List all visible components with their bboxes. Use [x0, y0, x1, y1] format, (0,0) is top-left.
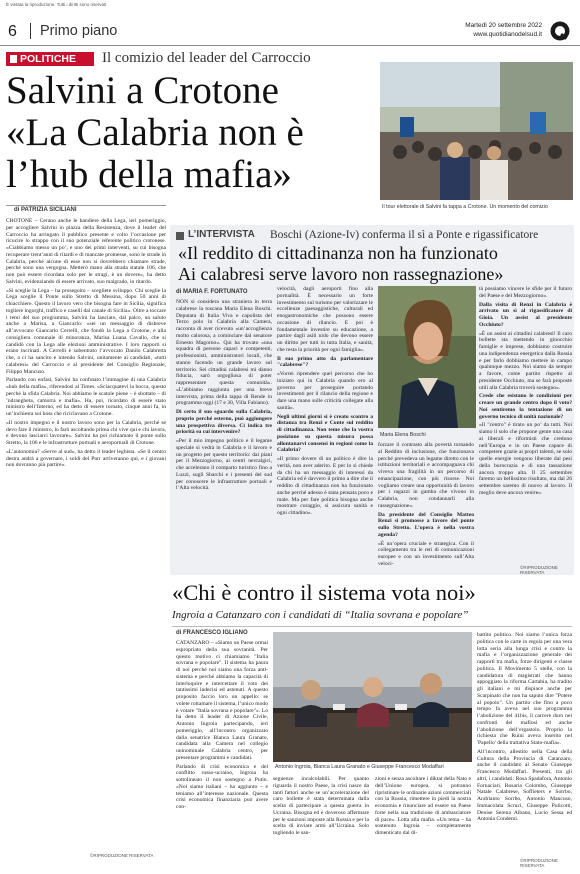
section-tag-label: POLITICHE — [20, 53, 77, 65]
interview-paragraph: «Per il mio impegno politico e il legame speciale si vedrà in Calabria e il lavoro e un progetto per questo territorio: dai piani per il Mezzogiorno, ai centri nevralgici, che accelerano il comparto turistico fino a Luzzi, sugli Sbarchi e i presenti del sud per conoscere le infrastrutture portuali e l’Alta velocità. — [176, 438, 272, 492]
article3-paragraph: All’incontro, allestito nella Casa della Cultura della Provincia di Catanzaro, anche il candidato al Senato Giuseppe Francesco Modaffari. Presenti, tra gli altri, i candidati: Rosa Spadafora, Antonio Fornaciari, Rosaria Colombo, Giuseppe Natale Calabrese, Soffieters e Sorrbo, Andrianto Sorrbo, Antonio Mancuso, Immacolata Scruci, Giuseppe Pulicotti, Denise Serena Albano, Lucio Sessa ed Antonia Condemi. — [477, 748, 572, 823]
copyright-notice: È vietata la riproduzione. Tutti i diritti sono riservati — [6, 2, 107, 7]
website-url: www.quotidianodelsud.it — [473, 31, 542, 38]
article3-col-4 — [477, 632, 572, 856]
issue-date: Martedì 20 settembre 2022 — [465, 22, 542, 29]
headline-line-2: «La Calabria non è — [6, 111, 304, 154]
interview-footer: ©RIPRODUZIONE RISERVATA — [520, 565, 558, 575]
rally-photo-caption: Il tour elettorale di Salvini fa tappa a Crotone. Un momento del comizio — [382, 204, 548, 210]
interview-paragraph: «Vorrei riprendere quel percorso che ho iniziato qui in Calabria quando ero al governo per proseguire portando investimenti per il rilancio della regione e dare una mano sulle criticità collegate alla sanità». — [277, 371, 373, 411]
headline-line-1: Salvini a Crotone — [6, 69, 279, 112]
section-tag-marker — [10, 55, 17, 63]
interview-paragraph: forzare il contrasto alla povertà tornando al Reddito di inclusione, che funzionava perché prevedeva un legame diretto con le istituzioni territoriali e accompagnava chi viveva una fragilità in un percorso di emancipazione, con più risorse. Noi vogliamo creare una opportunità di lavoro per i ragazzi in gamba che vivono in Calabria, non condannarli alla rassegnazione». — [378, 442, 474, 509]
article3-col-1 — [176, 640, 268, 862]
article3-paragraph: battito politico. Noi siamo l’unica forza politica con le carte in regola per una vera lotta seria alla lunga crisi e contro la mafia e l’organizzazione generale dei rapporti tra mafia, forze dirigenti e classe politica. Il Movimento 5 stelle, con la candidatura di magistrati che hanno appoggiato la riforma Cartabia, ha tradito gli italiani e mi dispiace anche per Scarpinato che non ha saputo dire "Potere al popolo". Un partito che fino a poco tempo fa aveva nel suo programma l’abolizione del 41bis, il carcere duro nei confronti dei mafiosi ed anche l’abolizione dell’ergastolo. Proprio la richiesta che Ruini aveva inserito nel 'Papello' della trattativa Stato-mafia». — [477, 632, 572, 746]
article3-paragraph: Parlando di crisi economica e del conflitto russo-ucraino, Ingroia ha sottolineato il non sostegno a Putin. «Noi siamo italiani – ha aggiunto – e teniamo all’interesse nazionale. Questa crisi economica finanziaria può avere con- — [176, 763, 268, 810]
article3-headline: «Chi è contro il sistema vota noi» — [172, 580, 476, 605]
interview-question: Crede che esistano le condizioni per creare un grande centro dopo il voto? Noi sentiremo la tentazione di un governo tecnico di unità nazionale? — [479, 393, 572, 420]
boschi-photo — [378, 286, 476, 428]
kicker-subtitle: Il comizio del leader del Carroccio — [102, 50, 311, 66]
interview-question: Negli ultimi giorni si è creato scontro a distanza tra Renzi e Conte sul reddito di cittadinanza. Non teme che la vostra posizione su questa misura possa allontanarvi consensi in regioni come la Calabria? — [277, 413, 373, 454]
interview-col-3 — [378, 442, 474, 571]
article3-paragraph: CATANZARO – «Siamo un Paese ormai espropriato della sua sovranità. Per questo motivo ci chiamiamo "Italia sovrana e popolare". Il sistema ha paura di noi perché noi siamo una forza anti-sistema e perché abbiamo la capacità di interloquire e intercettare il voto dei tantissimi indecisi ed astenuti. A questo proposito faccio loro un appello: se volete rottamare il sistema, l’unico modo è votare "Italia sovrana e popolare"». Lo ha detto il leader di Azione Civile, Antonio Ingroia partecipando, ieri pomeriggio, all’incontro organizzato dalla senatrice Bianca Laura Granato, candidata alla Camera nel collegio uninominale Calabria centro, per presentare programmi e candidati. — [176, 640, 268, 761]
interview-col-2 — [277, 286, 373, 571]
interview-headline-line-2: Ai calabresi serve lavoro non rassegnazione» — [178, 264, 504, 284]
interview-paragraph: «È un assist ai cittadini calabresi! Il caro bollette sta mettendo in ginocchio famiglie e imprese, dobbiamo costruire una indipendenza energetica dalla Russia e per farlo dobbiamo mettere in campo qualunque mezzo. Noi siamo da sempre a favore, come partito rispetto al presidente Occhiuto, ma se farà proposte utili alla Calabria troverà sostegno». — [479, 330, 572, 391]
interview-subtitle: Boschi (Azione-Iv) conferma il sì a Ponte e rigassificatore — [270, 229, 539, 241]
interview-paragraph: tà possiamo vincere le sfide per il futuro del Paese e del Mezzogiorno». — [479, 286, 572, 299]
interview-headline — [178, 243, 570, 285]
article1-paragraph: «Il nostro impegno e il nostro lavoro sono per la Calabria, perché se devo fare il ministro, lo farò ascoltando prima chi vive qui e chi lavora, e devono lasciarci lavorare». Salvini ha poi richiamato il ponte sullo Stretto, la 106 e le infrastrutture portuali e aeroportuali di Crotone. — [6, 419, 166, 446]
interview-question: Il suo primo atto da parlamentare "calabrese"? — [277, 355, 373, 369]
interview-question: Da presidente del Consiglio Matteo Renzi si promosse a favore del ponte sullo Stretto. L’opera è nella vostra agenda? — [378, 511, 474, 538]
article1-paragraph: CROTONE – Cerano anche le bandiere della Lega, ieri pomeriggio, per accogliere Salvini in piazza della Resistenza, dove il leader del Carroccio ha arringato il pubblico presente e colto l’occasione per ricucire lo strappo con il suo potenziale referente politico crotonese. «Ciabbiamo messo un po’, e uno dei primi interventi, su cui bisogna recuperare trent’anni di ritardi e di mancate promesse, sono le strade in Calabria, perché alcune di esse non si dovrebbero chiamare strade, perché sono una vergogna. Metterò mano alla strada statale 106, che non può essere ricordata solo per le stragi, è un dovere», ha detto Salvini, evidenziando di essere arrivato, suo malgrado, in ritardo. — [6, 218, 166, 285]
article3-paragraph: seguenze incalcolabili. Per quanto riguarda il nostro Paese, la crisi nasce da tanti fattori anche se un’accelerazione del caro bollette è stata determinata dalla scelta di partecipare a questa guerra in Ucraina. Bisogna ed è doveroso affermare per le sanzioni imposte alla Russia e per la scelta di inviare armi all’Ucraina. Solo togliendo le san- — [273, 776, 369, 836]
interview-tag-square — [176, 232, 184, 240]
interview-byline: di MARIA F. FORTUNATO — [176, 289, 248, 295]
interview-paragraph: NON si considera una straniera in terra calabrese la toscana Maria Elena Boschi. Deputata di Italia Viva e capolista del Terzo polo in Calabria alla Camera, racconta di aver ricevuto «un’accoglienza molto calorosa, a cominciare dal senatore Ernesto Magorno». Qui ha trovato «una squadra di persone capaci e competenti, professionisti, amministratori locali, che stanno facendo un grande lavoro sul territorio. Sei cittadini calabresi mi dànno fiducia, sarò orgogliosa di poter rappresentare questa comunità». «L’abbiamo raggiunta per una breve intervista, prima della tappa di Rende in programma oggi (17 e 30, Villa Fabiano). — [176, 299, 272, 407]
interview-tag: L’INTERVISTA — [188, 229, 255, 240]
article3-footer: ©RIPRODUZIONE RISERVATA — [520, 858, 558, 868]
interview-paragraph: «È un’opera cruciale e strategica. Con il collegamento tra le reti di comunicazioni europee e con un investimento sull’Alta veloci- — [378, 540, 474, 567]
main-headline — [6, 70, 376, 196]
article3-paragraph: zioni e senza ascoltare i diktat della Nato e dell’Unione europea, si potranno ripristinare le ordinarie azioni commerciali con la Russia, rimettere in piedi la nostra economia e rinunciare ad essere un Paese forte nella sua tradizione di ambasciatore di pace». Lotta alla mafia. «Un tema – ha sostenuto Ingroia – completamente dimenticato dal di- — [375, 776, 471, 836]
page-header — [0, 18, 580, 44]
interview-headline-line-1: «Il reddito di cittadinanza non ha funzionato — [178, 243, 498, 263]
interview-question: Di certo il suo sguardo sulla Calabria, proprio perché esterno, può aggiungere una prospettiva diversa. Ci indica tre priorità su cui intervenire? — [176, 409, 272, 436]
article1-paragraph: «L’autonomia? «Serve al sud», ha detto il leader leghista. «Se il centro destra andrà a governare, i soldi del Pnrr arriveranno qui, e i giovani non dovranno più partire». — [6, 448, 166, 469]
header-divider — [30, 23, 31, 39]
section-title: Primo piano — [40, 23, 118, 39]
header-rule — [0, 45, 580, 46]
ingroia-photo-caption: Antonio Ingroia, Bianca Laura Granato e Giuseppe Francesco Modaffari — [275, 764, 444, 770]
rally-photo — [380, 62, 573, 200]
article1-rule — [6, 205, 166, 206]
interview-paragraph: «Il "centro" è tirato un po’ da tutti. Noi siamo il solo che propone gente una casa ai liberali e riformisti che credono nell’Europa e in un Paese capace di competere grazie ai propri talenti, se solo quelle energie vengono liberate dai pesi della burocrazia e di una tassazione ancora troppo alta. Il 25 settembre faremo un bellissimo risultato, ma dal 26 settembre saremo di nuovo al lavoro. Il meglio deve ancora venire». — [479, 422, 572, 496]
interview-col-1 — [176, 299, 272, 571]
article1-footer: ©RIPRODUZIONE RISERVATA — [90, 853, 154, 858]
article1-byline: di PATRIZIA SICILIANI — [14, 207, 77, 213]
article3-byline: di FRANCESCO IGLIANO — [176, 630, 248, 636]
article3-rule — [172, 626, 572, 627]
interview-question: Dalla visita di Renzi in Calabria è arrivato un sì al rigassificatore di Gioia. Un assist al presidente Occhiuto? — [479, 301, 572, 328]
article1-body — [6, 218, 166, 848]
article3-subtitle: Ingroia a Catanzaro con i candidati di “Italia sovrana e popolare” — [172, 609, 469, 621]
headline-line-3: l’hub della mafia» — [6, 153, 292, 196]
page-number: 6 — [8, 23, 17, 40]
interview-col-4 — [479, 286, 572, 561]
boschi-photo-caption: Maria Elena Boschi — [380, 432, 426, 438]
interview-paragraph: «Il primo dovere di un politico è dire la verità, non aver aderito. E per lo si chiede da chi ha un messaggio di interessi da Calabria ed è davvero il primo a dire che il reddito di cittadinanza non ha funzionato anche perché adesso è stata pensata poco e male. Ma per fare politica bisogna anche mostrare coraggio, si assicura sanità e ogni cittadino». — [277, 456, 373, 516]
article3-col-2 — [273, 776, 369, 862]
interview-paragraph: velocità, dagli aeroporti fino alla portualità. È necessario un forte investimento sul turismo per valorizzare le eccellenze paesaggistiche, culturali ed enogastronomiche che possono essere occasione di rilancio. E poi è fondamentale investire su educazione, a partire dagli asili nido che devono essere un diritto per tutti in tutta Italia, e sanità, che resta la priorità per ogni famiglia». — [277, 286, 373, 353]
ingroia-photo — [273, 632, 472, 762]
article1-paragraph: Parlando con enfasi, Salvini ha confutato l’immagine di una Calabria «hub della mafia», riferendosi al Times. «Sciacquatevi la bocca, questo perché la sfida Calabria. Noi abbiamo le scatole piene – è sbottato – di ’ndrangheta, camorra e mafia». Ha, poi, ricordato di essere stato ministro dell’Interno, ed ha detto di essere tornato, cinque anni fa, in un’inchiesta sui boss che riciclavano a Crotone. — [6, 377, 166, 417]
article3-col-3 — [375, 776, 471, 862]
article1-paragraph: «Si sceglie la Lega – ha proseguito – scegliete sviluppo. Chi sceglie la Lega sceglie il Ponte sullo Stretto di Messina, dopo 50 anni di chiacchiere. Questo il lavoro vero che bisogna fare in Sicilia, significa togliere ingorghi, traffico e caselli dal canale di Sicilia». Oltre a toccare i temi del suo programma, Salvini ha lanciato, dal palco, un saluto anche a Marisa, a Giancarlo: «sei un messaggio di disbreve all’avvocato Giancarlo Cerrelli, che fondò la Lega a Crotone, e alla consigliera comunale di minoranza, Marisa Luana Cavallo, che si candidò con la Lega alle elezioni amministrative. I loro rapporti si erano incrinati. A Cerrelli è subentrato l’avvocato Danilo Calabretta che, a ci ha sancito e intendo Salvini, unitamente ai candidati, «tutti calabresi» del Carroccio e al presidente del Consiglio Regionale, Filippo Mancuso. — [6, 287, 166, 375]
newspaper-logo-icon — [548, 20, 572, 42]
